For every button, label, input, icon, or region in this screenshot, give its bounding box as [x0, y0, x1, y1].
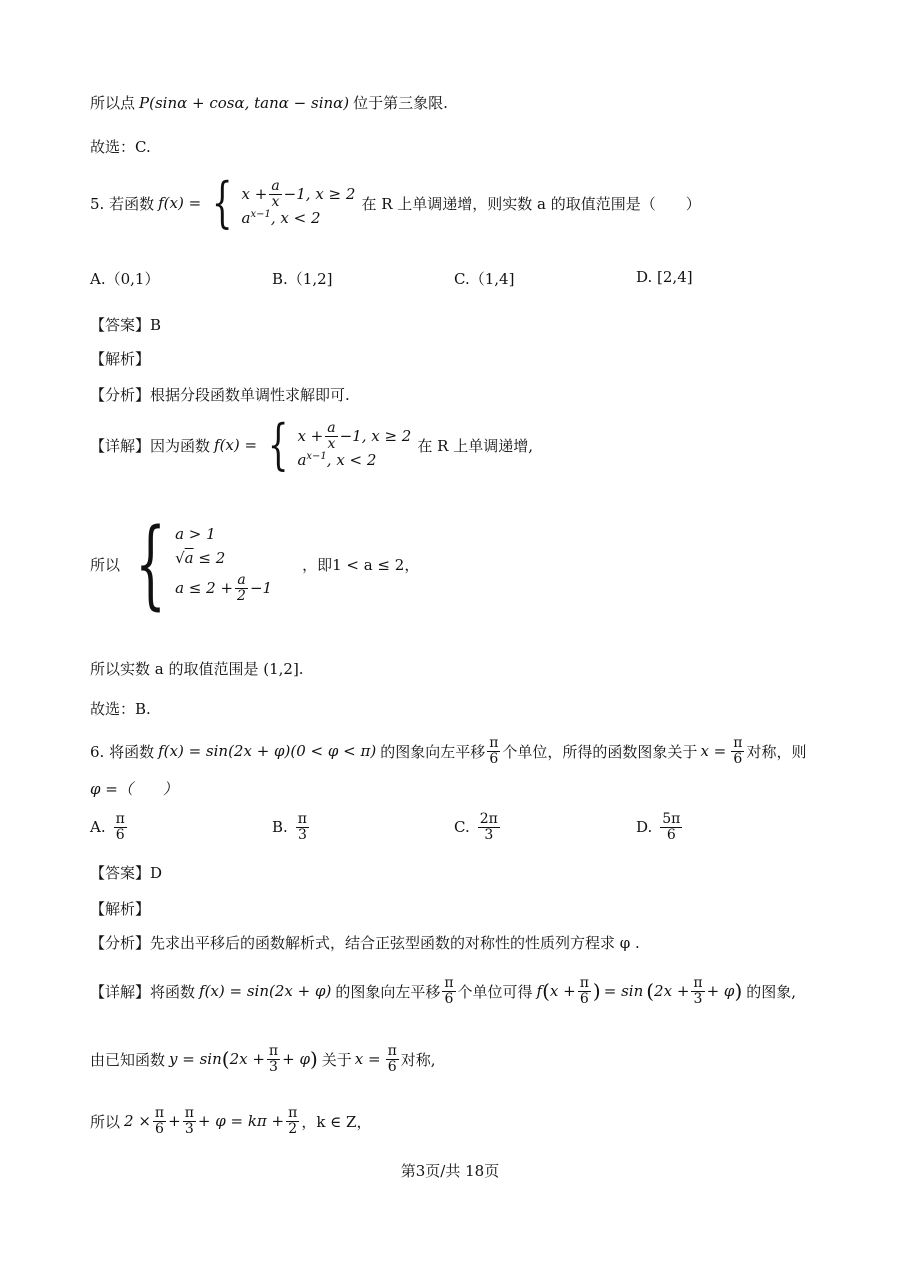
num: π — [579, 975, 589, 991]
fraction — [691, 976, 704, 1006]
den: 6 — [733, 750, 743, 767]
brace-icon: { — [267, 413, 289, 476]
ineq-2: ≤ 2 — [198, 548, 226, 567]
fraction — [478, 812, 500, 842]
case2-post: , x < 2 — [270, 209, 321, 228]
math: = sin — [603, 982, 644, 1001]
math: + φ — [706, 982, 735, 1001]
text: 所以 — [90, 555, 121, 574]
den: 6 — [155, 1120, 164, 1137]
text: 在 R 上单调递增, — [417, 436, 533, 455]
fenxi-6: 【分析】先求出平移后的函数解析式，结合正弦型函数的对称性的性质列方程求 φ . — [90, 934, 640, 952]
x-eq: x = — [354, 1050, 381, 1069]
den: 3 — [693, 990, 703, 1007]
question-number: 5. 若函数 — [90, 194, 155, 213]
den: 6 — [444, 990, 454, 1007]
option-c — [454, 812, 502, 842]
option-d: D. [2,4] — [636, 268, 693, 286]
text: 由已知函数 — [90, 1050, 166, 1069]
math: 2x + — [654, 982, 690, 1001]
option-d — [636, 812, 684, 842]
ineq-1: a > 1 — [175, 524, 216, 543]
option-b — [272, 812, 311, 842]
den: x — [327, 435, 336, 452]
den: 6 — [579, 990, 589, 1007]
fraction — [235, 573, 248, 603]
fraction — [269, 179, 281, 209]
math-point: P(sinα + cosα, tanα − sinα) — [139, 93, 350, 112]
question-text: 在 R 上单调递增，则实数 a 的取值范围是（ ） — [361, 194, 701, 213]
function-lhs: f(x) = — [214, 436, 258, 454]
den: 6 — [666, 826, 676, 843]
num: π — [268, 1043, 279, 1059]
exp: x−1 — [306, 451, 327, 463]
range-5: 所以实数 a 的取值范围是 (1,2]. — [90, 660, 304, 678]
question-5 — [90, 171, 701, 234]
text: 【详解】将函数 — [90, 982, 196, 1001]
option-a: A.（0,1） — [90, 270, 160, 288]
den: 3 — [184, 1120, 194, 1137]
ineq-3-post: −1 — [249, 579, 273, 597]
case2: a — [297, 451, 307, 470]
math: f — [536, 982, 543, 1001]
jiexi-5: 【解析】 — [90, 350, 151, 368]
label: D. — [636, 818, 653, 837]
option-c: C.（1,4] — [454, 270, 515, 288]
label: A. — [90, 818, 106, 837]
label: C. — [454, 818, 470, 837]
fraction — [114, 812, 127, 842]
system-5 — [90, 508, 420, 620]
case1-post: −1, x ≥ 2 — [339, 427, 412, 445]
den: 3 — [484, 826, 494, 843]
num: π — [184, 1105, 194, 1121]
jiexi-6: 【解析】 — [90, 900, 151, 918]
num: 2π — [479, 811, 498, 827]
case2-post: , x < 2 — [326, 451, 377, 470]
piecewise-cases — [242, 179, 356, 227]
fraction — [153, 1106, 166, 1136]
detail-5 — [90, 413, 533, 476]
text: 位于第三象限. — [353, 94, 448, 112]
brace-icon: { — [135, 508, 166, 620]
detail-6-line1: 【详解】将函数 f(x) = sin(2x + φ) 的图象向左平移 $\frac{\pi}{6}$ 个单位可得 f ( x + $\frac{\pi}{6}$ ) = sin ( 2x + $\frac{\pi}{3}$ + φ ) 的图象, — [90, 975, 797, 1007]
detail-6-line3 — [90, 1106, 371, 1136]
text: 关于 — [321, 1050, 352, 1069]
question-number: 6. 将函数 — [90, 742, 155, 761]
option-b: B.（1,2] — [272, 270, 333, 288]
num: 5π — [662, 811, 681, 827]
fraction — [660, 812, 682, 842]
case1-post: −1, x ≥ 2 — [283, 185, 356, 203]
function-lhs: f(x) = — [158, 194, 202, 212]
math: 2 × — [124, 1112, 151, 1131]
answer-6: 【答案】D — [90, 864, 163, 882]
fraction — [286, 1106, 299, 1136]
page-footer: 第3页/共 18页 — [400, 1162, 500, 1180]
phi-line — [90, 778, 178, 799]
x-eq: x = — [700, 742, 727, 761]
den: 6 — [387, 1058, 397, 1075]
den: 3 — [297, 826, 307, 843]
text: φ =（ ） — [90, 780, 178, 798]
math: + φ — [282, 1050, 310, 1069]
line-1 — [90, 92, 448, 113]
case1: x + — [241, 185, 268, 203]
text: ，k ∈ Z， — [301, 1112, 372, 1131]
num: π — [387, 1043, 397, 1059]
text: 的图象, — [746, 982, 797, 1001]
num: π — [693, 975, 703, 991]
math: x + — [549, 982, 576, 1001]
text: 个单位可得 — [457, 982, 533, 1001]
fraction — [442, 976, 455, 1006]
piecewise-cases — [297, 421, 411, 469]
num: π — [115, 811, 125, 827]
math: f(x) = sin(2x + φ) — [199, 982, 332, 1001]
fraction — [386, 1044, 399, 1074]
fenxi-5: 【分析】根据分段函数单调性求解即可. — [90, 386, 350, 404]
text: ，即1 < a ≤ 2， — [302, 555, 420, 574]
ineq-3: a ≤ 2 + — [175, 579, 234, 597]
answer-5: 【答案】B — [90, 316, 162, 334]
den: x — [271, 193, 280, 210]
question-6 — [90, 736, 806, 766]
num: a — [327, 419, 336, 436]
fraction — [183, 1106, 196, 1136]
num: π — [297, 811, 307, 827]
choose-5: 故选：B. — [90, 700, 151, 718]
den: 3 — [269, 1058, 278, 1075]
detail-6-line2: 由已知函数 y = sin ( 2x + $\frac{\pi}{3}$ + φ ) 关于 x = $\frac{\pi}{6}$ 对称, — [90, 1043, 436, 1075]
num: a — [271, 177, 280, 194]
math: y = sin — [169, 1050, 222, 1069]
num: π — [489, 735, 499, 751]
fraction — [731, 736, 744, 766]
num: π — [288, 1105, 298, 1121]
num: π — [733, 735, 743, 751]
radicand: a — [184, 548, 194, 567]
inequality-system: a > 1 √a ≤ 2 a ≤ 2 + $\frac{a}{2}$ −1 — [175, 524, 273, 604]
num: π — [154, 1105, 165, 1121]
label: B. — [272, 818, 288, 837]
math: 2x + — [229, 1050, 265, 1069]
text: 所以 — [90, 1112, 121, 1131]
case2: a — [241, 209, 251, 228]
text: 对称，则 — [746, 742, 807, 761]
den: 6 — [115, 826, 125, 843]
num: a — [237, 571, 246, 588]
fraction — [325, 421, 337, 451]
text: 的图象向左平移 — [380, 742, 486, 761]
function-lhs: f(x) = sin(2x + φ)(0 < φ < π) — [158, 742, 377, 761]
text: 的图象向左平移 — [335, 982, 441, 1001]
text: 【详解】因为函数 — [90, 436, 211, 455]
fraction — [578, 976, 591, 1006]
fraction — [487, 736, 500, 766]
line-2: 故选：C. — [90, 138, 151, 156]
den: 2 — [288, 1120, 298, 1137]
fraction — [267, 1044, 280, 1074]
den: 2 — [237, 587, 246, 604]
text: 个单位，所得的函数图象关于 — [502, 742, 698, 761]
text: 对称, — [400, 1050, 436, 1069]
fraction — [296, 812, 309, 842]
den: 6 — [489, 750, 499, 767]
exp: x−1 — [250, 209, 271, 221]
brace-icon: { — [212, 171, 233, 234]
text: 所以点 — [90, 94, 136, 112]
math: + φ = kπ + — [197, 1112, 285, 1131]
case1: x + — [297, 427, 324, 445]
option-a — [90, 812, 129, 842]
math: + — [168, 1112, 181, 1131]
num: π — [444, 975, 454, 991]
